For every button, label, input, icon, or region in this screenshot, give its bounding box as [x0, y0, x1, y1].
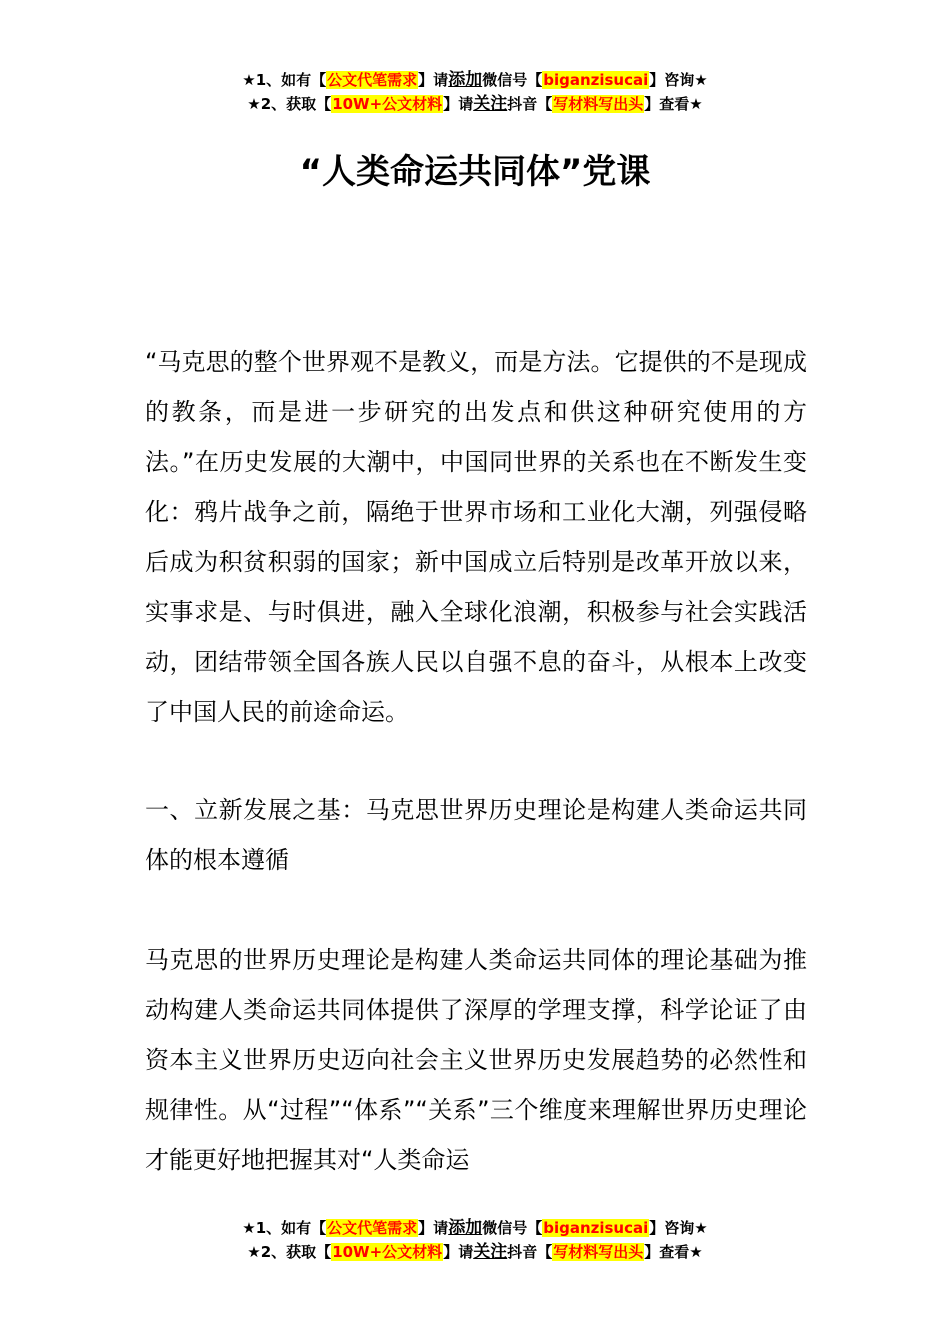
banner-text: 抖音【 — [507, 95, 553, 113]
banner-highlight: 公文代笔需求 — [327, 71, 418, 89]
banner-text: 】咨询★ — [649, 1219, 708, 1237]
banner-line-1 — [0, 68, 950, 92]
banner-text: 抖音【 — [507, 1243, 553, 1261]
banner-line-1 — [0, 1216, 950, 1240]
banner-line-2 — [0, 92, 950, 116]
banner-text: 】请 — [443, 1243, 474, 1261]
banner-text: 】请 — [418, 1219, 449, 1237]
document-title: “人类命运共同体”党课 — [299, 152, 651, 192]
banner-highlight: 写材料写出头 — [553, 1243, 644, 1261]
banner-text: 】请 — [418, 71, 449, 89]
banner-text: ★1、如有【 — [242, 71, 327, 89]
banner-emphasis: 添加 — [448, 70, 483, 90]
banner-highlight: biganzisucai — [543, 1219, 649, 1237]
banner-emphasis: 关注 — [473, 94, 508, 114]
banner-text: 】咨询★ — [649, 71, 708, 89]
banner-highlight: 公文代笔需求 — [327, 1219, 418, 1237]
section-heading: 一、立新发展之基：马克思世界历史理论是构建人类命运共同体的根本遵循 — [145, 796, 807, 874]
banner-text: 】查看★ — [644, 95, 703, 113]
banner-highlight: 10W+公文材料 — [332, 95, 443, 113]
banner-highlight: 写材料写出头 — [553, 95, 644, 113]
banner-emphasis: 添加 — [448, 1218, 483, 1238]
banner-line-2 — [0, 1240, 950, 1264]
banner-highlight: biganzisucai — [543, 71, 649, 89]
banner-text: ★2、获取【 — [247, 95, 332, 113]
paragraph: 马克思的世界历史理论是构建人类命运共同体的理论基础为推动构建人类命运共同体提供了深厚的学理支撑，科学论证了由资本主义世界历史迈向社会主义世界历史发展趋势的必然性和规律性。从“过程”“体系”“关系”三个维度来理解世界历史理论才能更好地把握其对“人类命运 — [145, 946, 807, 1174]
banner-text: 】查看★ — [644, 1243, 703, 1261]
banner-text: 微信号【 — [482, 1219, 543, 1237]
banner-highlight: 10W+公文材料 — [332, 1243, 443, 1261]
header-banner — [0, 68, 950, 116]
banner-emphasis: 关注 — [473, 1242, 508, 1262]
banner-text: ★1、如有【 — [242, 1219, 327, 1237]
banner-text: 】请 — [443, 95, 474, 113]
footer-banner — [0, 1216, 950, 1264]
banner-text: 微信号【 — [482, 71, 543, 89]
paragraph: “马克思的整个世界观不是教义，而是方法。它提供的不是现成的教条，而是进一步研究的出发点和供这种研究使用的方法。”在历史发展的大潮中，中国同世界的关系也在不断发生变化：鸦片战争之前，隔绝于世界市场和工业化大潮，列强侵略后成为积贫积弱的国家；新中国成立后特别是改革开放以来，实事求是、与时俱进，融入全球化浪潮，积极参与社会实践活动，团结带领全国各族人民以自强不息的奋斗，从根本上改变了中国人民的前途命运。 — [145, 348, 807, 726]
banner-text: ★2、获取【 — [247, 1243, 332, 1261]
